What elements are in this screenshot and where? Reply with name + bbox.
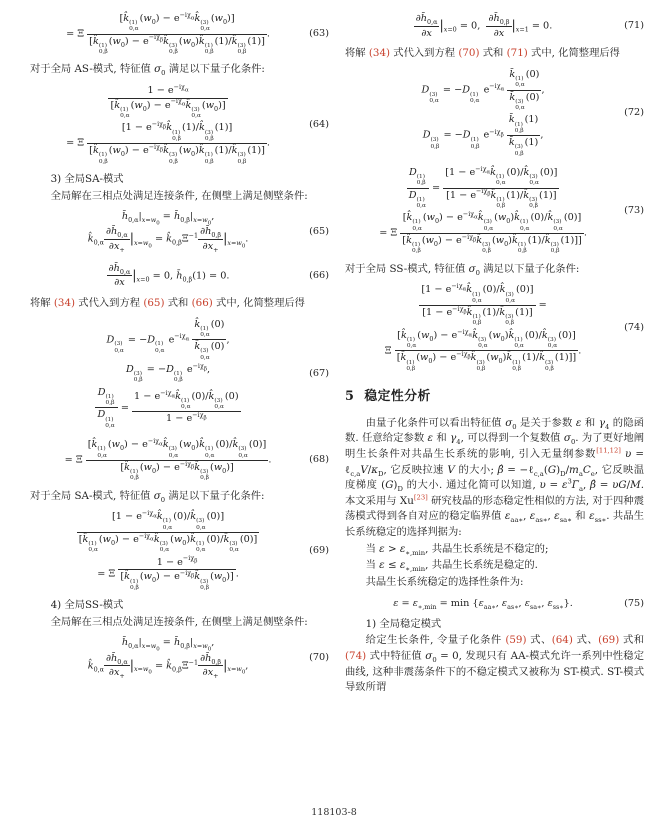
- equation-74: [345, 281, 644, 375]
- citation-ref-23[interactable]: [23]: [413, 493, 428, 502]
- list-item: 3) 全局SA-模式: [50, 172, 124, 185]
- equation-69: [30, 508, 329, 594]
- paragraph: 将解 (34) 式代入到方程 (65) 式和 (66) 式中, 化简整理后得: [30, 296, 305, 309]
- eq-ref-34[interactable]: (34): [53, 296, 76, 309]
- equation-68: [30, 436, 329, 484]
- citation-ref-11-12[interactable]: [11,12]: [596, 446, 621, 455]
- equation-body: $1 - e^{-i\chi_\alpha}$ [k̂ (1) 0,α $(w_0)$ − $e^{-i\chi_\alpha}k̂$ (3) 0,α $(w_0)$] = Ξ [$1 - e^{-i\chi_\beta}k̂$ (1) 0,β (1)/k̂ (3) 0,β (1)] [k̂ (1) 0,β $(w_0)$ − $e^{-i\chi_\beta}k̂$ (3) 0,β $(w_0)k̂$ (1) 0,β (1)/k̂ (3) 0,β (1)] .: [66, 82, 271, 165]
- two-column-layout: [30, 6, 644, 697]
- equation-66: [30, 260, 329, 292]
- left-column: [30, 6, 329, 697]
- eq-ref-34[interactable]: (34): [368, 47, 391, 60]
- equation-number: (75): [624, 597, 644, 609]
- equation-body: D (1) 0,β D (1) 0,α = [$1 - e^{-i\chi_\alpha}k̂$ (1) 0,α (0)/k̂ (3) 0,α (0)] [$1 - e^{-i\chi_\beta}k̂$ (1) 0,β (1)/k̂ (3) 0,β (1)] = Ξ [k̂ (1) 0,α $(w_0)$ − $e^{-i\chi_\alpha}k̂$ (3) 0,α $(w_0)k̂$ (1) 0,α (0)/k̂ (3) 0,α (0)] [k̂ (1) 0,β $(w_0)$ − $e^{-i\chi_\beta}k̂$ (3) 0,β $(w_0)k̂$ (1) 0,β (1)/k̂ (3) 0,β (1)]] .: [379, 164, 587, 255]
- equation-body: = Ξ [k̂ (1) 0,α $(w_0)$ − $e^{-i\chi_\alpha}k̂$ (3) 0,α $(w_0)$] [k̂ (1) 0,β $(w_0)$ − $e^{-i\chi_\beta}k̂$ (3) 0,β $(w_0)k̂$ (1) 0,β (1)/k̂ (3) 0,β (1)] .: [66, 10, 271, 56]
- equation-number: (64): [309, 118, 329, 130]
- equation-73: [345, 164, 644, 258]
- equation-65: [30, 208, 329, 256]
- equation-number: (74): [624, 322, 644, 334]
- paragraph: 由量子化条件可以看出特征值 $\sigma_0$ 是关于参数 ε 和 $\gamma_4$ 的隐函数. 任意给定参数 ε 和 $\gamma_4$, 可以得到一个复数值 $\sigma_0$. 为了更好地阐明生长条件对共晶生长系统的影响, 引入无量纲参数[11,12] $\upsilon = \ell_{c,a}V/\kappa_D$, 它反映拉速 V 的大小; β̂ = $-\ell_{c,a}(G)_D/m_aC_e$, 它反映温度梯度 $(G)_D$ 的大小. 通过化简可以知道, $\upsilon = \varepsilon^3\Gammā_a$, β̂ = υG/M. 本文采用与 Xu[23] 研究枝晶的形态稳定性相似的方法, 对于四种震荡模式得到各自对应的稳定临界值 $\varepsilon_{aa∗}$, $\varepsilon_{as∗}$, $\varepsilon_{sa∗}$ 和 $\varepsilon_{ss∗}$. 共晶生长系统稳定的选择判据为:: [345, 416, 645, 539]
- equation-body: $h̄_{0,\alpha}|_{x=w_0}$ = $h̄_{0,\beta}|_{x=w_0}$, $k̂_{0,\alpha}$ $\frac{\partial h̄_{0,\alpha}}{\partial x_+}$ $|_{x=w_0}$ = $k̂_{0,\beta}\Xi^{-1}$ $\frac{\partial h̄_{0,\beta}}{\partial x_+}$ $|_{x=w_0}$.: [87, 211, 249, 254]
- equation-71: [345, 10, 644, 42]
- equation-body: $\varepsilon = \varepsilon_{∗,min} = \min \{\varepsilon_{aa∗}$, $\varepsilon_{as∗}$, $\varepsilon_{sa∗}$, $\varepsilon_{ss∗}$}.: [393, 597, 573, 611]
- paragraph: 对于全局 AS-模式, 特征值 $\sigma_0$ 满足以下量子化条件:: [30, 63, 265, 78]
- equation-body: [$1 - e^{-i\chi_\alpha}k̂$ (1) 0,α (0)/k̂ (3) 0,α (0)] [k̂ (1) 0,α $(w_0)$ − $e^{-i\chi_\alpha}k̂$ (3) 0,α $(w_0)k̂$ (1) 0,α (0)/k̂ (3) 0,α (0)] = Ξ $1 - e^{-i\chi_\beta}$ [k̂ (1) 0,β $(w_0)$ − $e^{-i\chi_\beta}k̂$ (3) 0,β $(w_0)$] .: [78, 509, 258, 591]
- paragraph: 全局解在三相点处满足连接条件, 在侧壁上满足侧壁条件:: [50, 615, 308, 628]
- paragraph: 全局解在三相点处满足连接条件, 在侧壁上满足侧壁条件:: [50, 189, 308, 202]
- equation-body: $h̄_{0,\alpha}|_{x=w_0}$ = $h̄_{0,\beta}|_{x=w_0}$, $k̂_{0,\alpha}$ $\frac{\partial h̄_{0,\alpha}}{\partial x_+}$ $|_{x=w_0}$ = $k̂_{0,\beta}\Xi^{-1}$ $\frac{\partial h̄_{0,\beta}}{\partial x_+}$ $|_{x=w_0}$,: [87, 637, 249, 681]
- equation-body: $\frac{\partial h̄_{0,\alpha}}{\partial x}$ $|_{x=0} = 0$, $\frac{\partial h̄_{0,\beta}}{\partial x}$ $|_{x=1} = 0$.: [415, 13, 553, 39]
- list-item: 1) 全局稳定模式: [365, 617, 442, 630]
- eq-ref-65[interactable]: (65): [143, 296, 165, 309]
- eq-ref-59[interactable]: (59): [505, 634, 527, 647]
- right-column: [345, 6, 644, 697]
- eq-ref-64[interactable]: (64): [551, 634, 573, 647]
- equation-75: [345, 595, 644, 613]
- equation-number: (73): [624, 204, 644, 216]
- equation-number: (70): [309, 652, 329, 664]
- eq-ref-70[interactable]: (70): [458, 47, 480, 60]
- eq-ref-66[interactable]: (66): [191, 296, 213, 309]
- equation-67: [30, 316, 329, 433]
- equation-number: (71): [624, 20, 644, 32]
- equation-70: [30, 634, 329, 682]
- equation-body: D (3) 0,α = −D (1) 0,α $e^{-i\chi_\alpha}$ k̂ (1) 0,α (0) k̂ (3) 0,α (0) , D (3) 0,β = −D (1) 0,β $e^{-i\chi_\beta}$, D (1) 0,β D (1) 0,α = $1 - e^{-i\chi_\alpha}k̂$ (1) 0,α (0)/k̂ (3) 0,α (0) $1 - e^{-i\chi_\beta}$: [97, 318, 239, 429]
- paragraph: 将解 (34) 式代入到方程 (70) 式和 (71) 式中, 化简整理后得: [345, 47, 620, 60]
- criterion-line: 当 $\varepsilon \le \varepsilon_{∗,min}$, 共晶生长系统是稳定的.: [365, 559, 538, 574]
- equation-number: (67): [309, 367, 329, 379]
- equation-body: $\frac{\partial h̄_{0,\alpha}}{\partial x}$ $|_{x=0} = 0$, $h̄_{0,\beta}(1) = 0$.: [108, 262, 230, 289]
- list-item: 4) 全局SS-模式: [50, 599, 124, 612]
- equation-body: D (3) 0,α = −D (1) 0,α $e^{-i\chi_\alpha}$ k̄ (1) 0,α (0) k̄ (3) 0,α (0) , D (3) 0,β = −D (1) 0,β $e^{-i\chi_\beta}$ k̄ (1) 0,β (1) k̄ (3) 0,β (1) ,: [421, 68, 545, 157]
- section-heading: 5 稳定性分析: [345, 389, 431, 405]
- equation-number: (63): [309, 28, 329, 40]
- eq-ref-74[interactable]: (74): [345, 650, 367, 663]
- paragraph: 对于全局 SA-模式, 特征值 $\sigma_0$ 满足以下量子化条件:: [30, 489, 265, 504]
- equation-72: [345, 66, 644, 160]
- page-number: 118103-8: [311, 807, 357, 818]
- paragraph: 共晶生长系统稳定的选择性条件为:: [365, 576, 524, 589]
- equation-number: (65): [309, 225, 329, 237]
- equation-body: = Ξ [k̂ (1) 0,α $(w_0)$ − $e^{-i\chi_\alpha}k̂$ (3) 0,α $(w_0)k̂$ (1) 0,α (0)/k̂ (3) 0,α (0)] [k̂ (1) 0,β $(w_0)$ − $e^{-i\chi_\beta}k̂$ (3) 0,β $(w_0)$] .: [64, 436, 272, 482]
- equation-64: [30, 82, 329, 168]
- equation-number: (69): [309, 545, 329, 557]
- equation-number: (66): [309, 269, 329, 281]
- equation-body: [$1 - e^{-i\chi_\alpha}k̂$ (1) 0,α (0)/k̂ (3) 0,α (0)] [$1 - e^{-i\chi_\beta}k̂$ (1) 0,β (1)/k̂ (3) 0,β (1)] = Ξ [k̂ (1) 0,α $(w_0)$ − $e^{-i\chi_\alpha}k̂$ (3) 0,α $(w_0)k̂$ (1) 0,α (0)/k̂ (3) 0,α (0)] [k̂ (1) 0,β $(w_0)$ − $e^{-i\chi_\beta}k̂$ (3) 0,β $(w_0)k̂$ (1) 0,β (1)/k̂ (3) 0,β (1)]] .: [384, 282, 582, 372]
- criterion-line: 当 $\varepsilon > \varepsilon_{∗,min}$, 共晶生长系统是不稳定的;: [365, 542, 549, 557]
- equation-number: (68): [309, 454, 329, 466]
- equation-number: (72): [624, 106, 644, 118]
- eq-ref-69[interactable]: (69): [598, 634, 620, 647]
- equation-63: [30, 10, 329, 58]
- paragraph: 给定生长条件, 令量子化条件 (59) 式、(64) 式、(69) 式和 (74) 式中特征值 $\sigma_0 = 0$, 发现只有 AA-模式允许一系列中性稳定曲线, 这种非震荡条件下的不稳定模式又被称为 ST-模式. ST-模式导致所谓: [345, 634, 644, 694]
- paragraph: 对于全局 SS-模式, 特征值 $\sigma_0$ 满足以下量子化条件:: [345, 262, 580, 277]
- eq-ref-71[interactable]: (71): [506, 47, 528, 60]
